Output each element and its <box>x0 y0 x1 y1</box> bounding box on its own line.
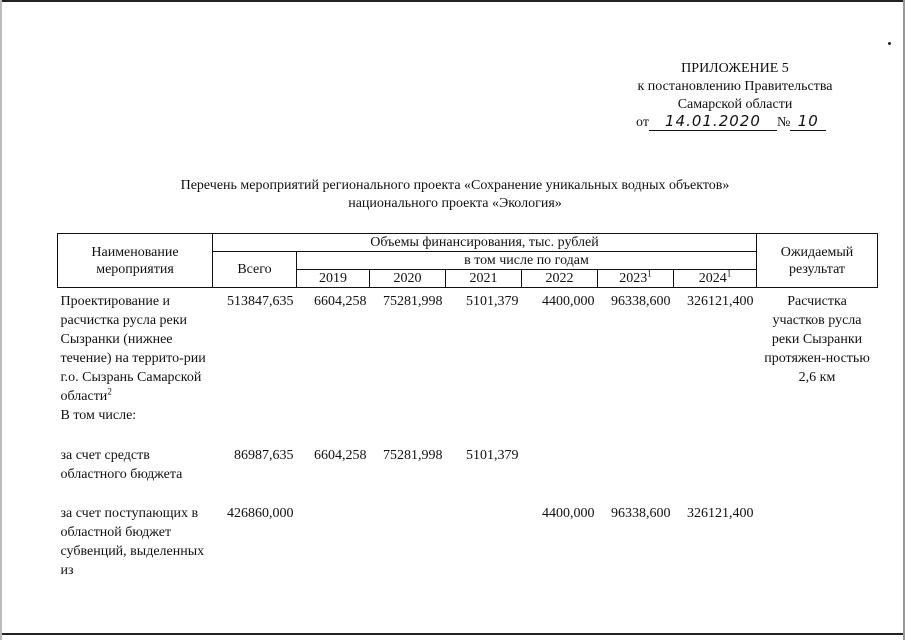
header-year: 2021 <box>446 270 522 288</box>
total-cell: 86987,635 <box>234 448 294 463</box>
row-name-cell <box>58 288 213 407</box>
year-cell: 6604,258 <box>314 448 367 463</box>
footnote-mark: 2 <box>107 386 112 397</box>
header-expected-result: Ожидаемый результат <box>757 234 878 288</box>
year-cell: 96338,600 <box>611 506 671 521</box>
scan-edge-left <box>0 0 2 640</box>
total-cell: 513847,635 <box>227 294 294 309</box>
footnote-mark: 1 <box>647 268 652 279</box>
year-cell: 5101,379 <box>466 294 519 309</box>
appendix-line2: Самарской области <box>677 97 793 112</box>
header-year: 2020 <box>370 270 446 288</box>
year-cell: 75281,998 <box>383 448 443 463</box>
footnote-mark: 1 <box>726 268 732 279</box>
row-name: за счет поступающих в областной бюджет субвенций, выделенных из <box>60 506 205 578</box>
header-by-years: в том числе по годам <box>297 252 757 270</box>
header-year <box>674 270 757 288</box>
header-year: 2022 <box>522 270 598 288</box>
decree-date-line <box>636 112 826 131</box>
row-name: Проектирование и расчистка русла реки Сызранки (нижнее течение) на террито-рии г.о. Сызрань Самарской области <box>60 294 206 404</box>
appendix-title: ПРИЛОЖЕНИЕ 5 <box>681 61 789 76</box>
result-cell: Расчистка участков русла реки Сызранки протяжен-ностью 2,6 км <box>764 294 870 385</box>
year-cell: 5101,379 <box>466 448 519 463</box>
header-year: 2019 <box>297 270 370 288</box>
year-label: 2024 <box>698 271 727 286</box>
document-title-line2: национального проекта «Экология» <box>348 196 562 211</box>
header-total: Всего <box>213 252 297 288</box>
table-row <box>58 504 878 580</box>
header-year <box>598 270 674 288</box>
financing-table <box>57 233 878 580</box>
number-prefix: № <box>776 115 791 130</box>
total-cell: 426860,000 <box>227 506 294 521</box>
decree-date: 14.01.2020 <box>649 112 777 131</box>
year-cell: 326121,400 <box>687 506 754 521</box>
date-prefix: от <box>636 115 649 130</box>
row-name: за счет средств областного бюджета <box>60 448 183 482</box>
year-cell: 4400,000 <box>542 506 595 521</box>
year-cell: 326121,400 <box>687 294 754 309</box>
table-row <box>58 406 878 446</box>
year-cell: 96338,600 <box>611 294 671 309</box>
document-title <box>100 177 810 213</box>
appendix-line1: к постановлению Правительства <box>637 79 833 94</box>
appendix-header <box>600 60 870 114</box>
document-title-line1: Перечень мероприятий регионального проекта «Сохранение уникальных водных объектов» <box>180 178 730 193</box>
table-row <box>58 288 878 407</box>
scan-border-top <box>0 0 905 2</box>
scan-border-bottom <box>0 633 905 635</box>
row-name: В том числе: <box>60 408 137 423</box>
decree-number: 10 <box>790 112 826 131</box>
year-label: 2023 <box>619 271 648 286</box>
header-financing: Объемы финансирования, тыс. рублей <box>213 234 757 252</box>
year-cell: 6604,258 <box>314 294 367 309</box>
table-row <box>58 446 878 504</box>
header-name: Наименование мероприятия <box>58 234 213 288</box>
scan-speck <box>888 42 891 45</box>
year-cell: 4400,000 <box>542 294 595 309</box>
year-cell: 75281,998 <box>383 294 443 309</box>
